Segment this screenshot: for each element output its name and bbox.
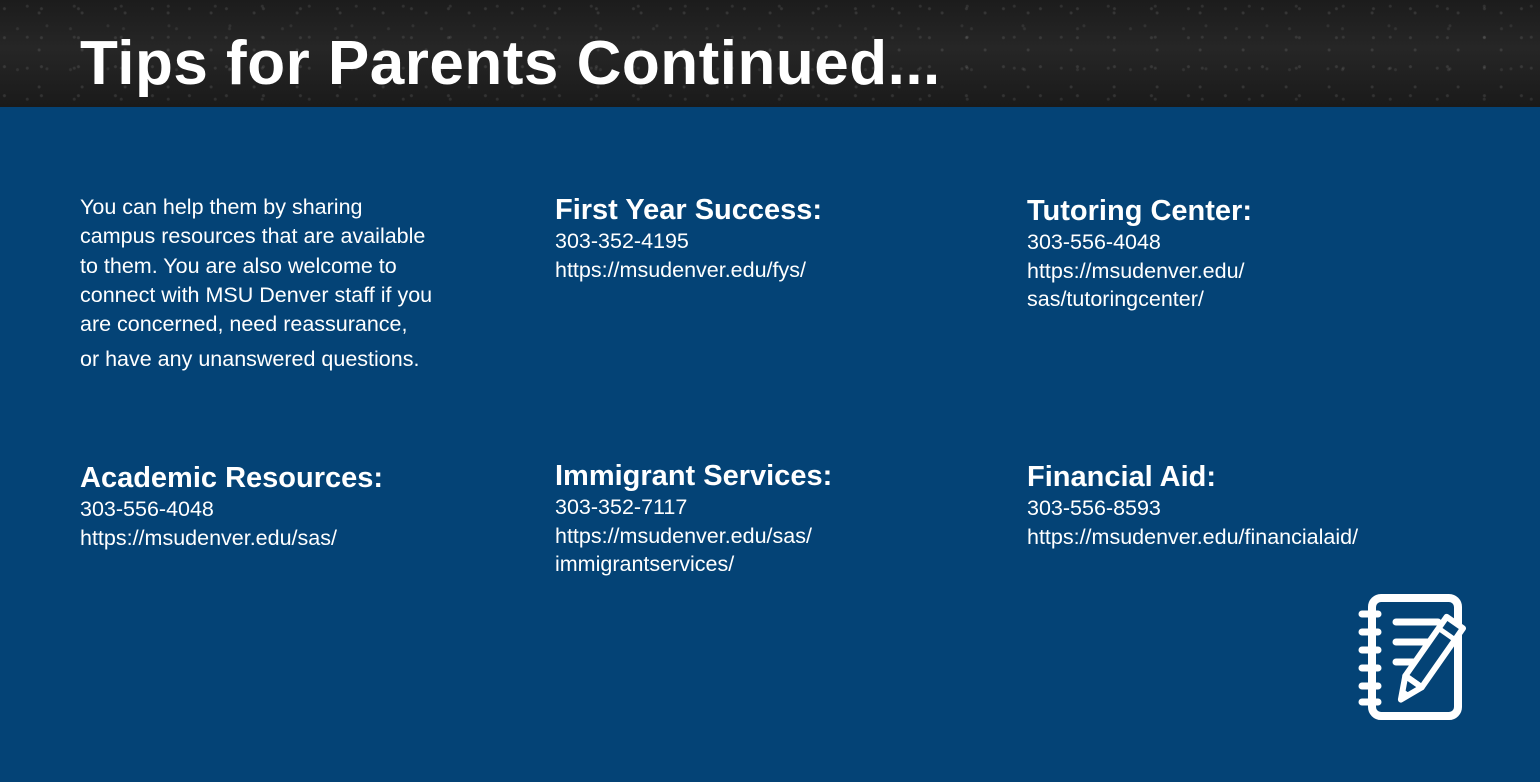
intro-line: connect with MSU Denver staff if you [80, 282, 433, 307]
resource-url[interactable]: https://msudenver.edu/fys/ [555, 257, 806, 282]
intro-paragraph [80, 193, 520, 375]
intro-line: to them. You are also welcome to [80, 253, 397, 278]
resource-title: Academic Resources: [80, 462, 384, 494]
resource-title: Financial Aid: [1027, 461, 1217, 493]
resource-url[interactable]: https://msudenver.edu/sas/ [80, 525, 337, 550]
resource-phone[interactable]: 303-556-4048 [1027, 230, 1161, 254]
resource-phone[interactable]: 303-352-4195 [555, 229, 689, 253]
intro-line: or have any unanswered questions. [80, 347, 420, 372]
resource-url-continued[interactable]: sas/tutoringcenter/ [1027, 287, 1204, 311]
resource-url[interactable]: https://msudenver.edu/sas/ [555, 523, 812, 548]
notebook-pencil-icon [1358, 592, 1493, 722]
resource-url[interactable]: https://msudenver.edu/financialaid/ [1027, 524, 1359, 549]
intro-line: You can help them by sharing [80, 195, 363, 219]
resource-first-year-success [555, 194, 822, 284]
resource-title: Immigrant Services: [555, 460, 833, 492]
resource-phone[interactable]: 303-556-4048 [80, 497, 214, 521]
resource-url-continued[interactable]: immigrantservices/ [555, 552, 735, 576]
resource-immigrant-services [555, 460, 832, 579]
resource-tutoring-center [1027, 195, 1252, 314]
resource-title: First Year Success: [555, 194, 823, 226]
intro-line: are concerned, need reassurance, [80, 312, 408, 337]
page-title: Tips for Parents Continued... [80, 29, 941, 98]
resource-phone[interactable]: 303-556-8593 [1027, 496, 1161, 520]
header-banner [0, 0, 1540, 107]
resource-url[interactable]: https://msudenver.edu/ [1027, 258, 1245, 283]
resource-financial-aid [1027, 461, 1358, 551]
resource-academic-resources [80, 462, 383, 552]
intro-line: campus resources that are available [80, 224, 426, 249]
resource-title: Tutoring Center: [1027, 195, 1252, 227]
resource-phone[interactable]: 303-352-7117 [555, 495, 688, 519]
